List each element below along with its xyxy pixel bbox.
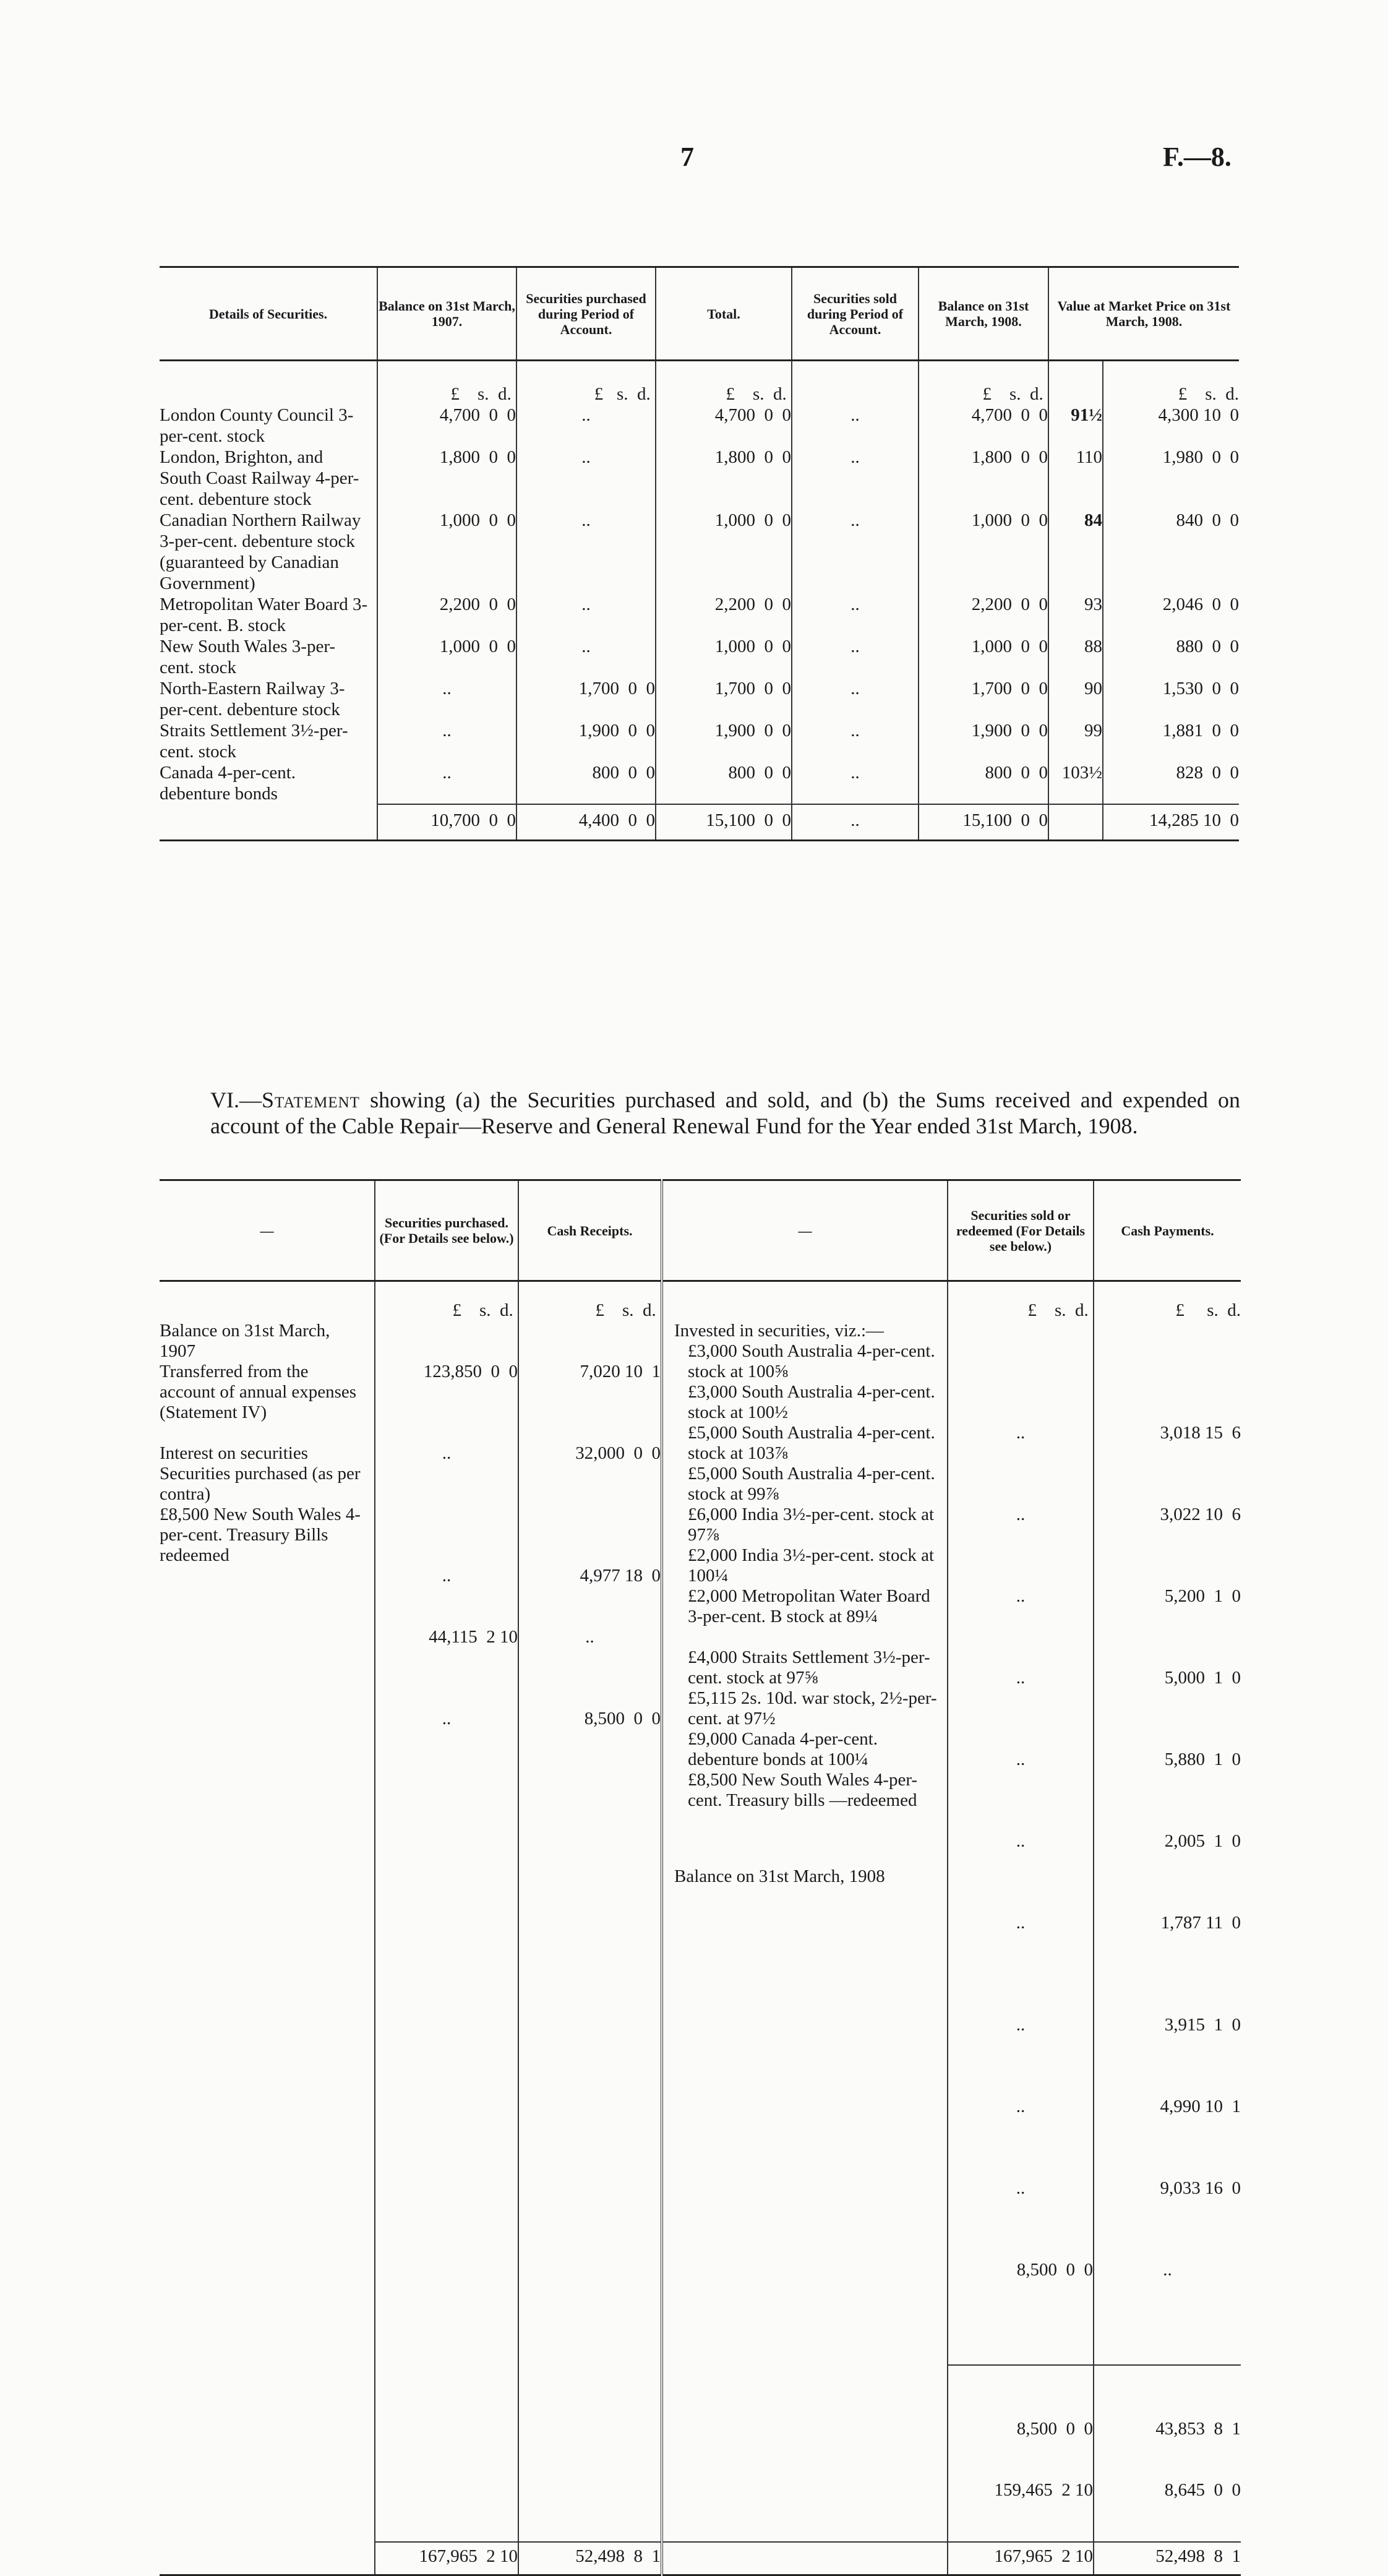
market-price-cell: 93 <box>1048 594 1103 636</box>
purchased-value: 123,850 0 0 <box>423 1362 518 1381</box>
header-cash-payments: Cash Payments. <box>1094 1180 1241 1281</box>
purchased-value: .. <box>442 1443 452 1463</box>
security-name: Straits Settlement 3½-per-cent. stock <box>160 721 348 762</box>
balance-1907-cell: .. <box>377 678 516 720</box>
purchased-cell: .. <box>516 594 656 636</box>
market-value-cell: 840 0 0 <box>1103 510 1239 594</box>
header-balance-1908: Balance on 31st March, 1908. <box>919 267 1048 361</box>
subtotal-cash-payments: 43,853 8 1 <box>1155 2419 1241 2439</box>
cash-receipt-value: 7,020 10 1 <box>580 1362 661 1381</box>
market-price-cell: 90 <box>1048 678 1103 720</box>
units-cell: £ s. d. <box>375 1281 518 1321</box>
header-market-value: Value at Market Price on 31st March, 1908. <box>1048 267 1239 361</box>
balance-1907-cell: 1,000 0 0 <box>377 636 516 678</box>
cash-payment-value: 5,200 1 0 <box>1164 1586 1241 1606</box>
document-reference: F.—8. <box>1163 142 1232 172</box>
security-name: London County Council 3-per-cent. stock <box>160 405 354 446</box>
balance-1908-cell: 1,700 0 0 <box>919 678 1048 720</box>
market-price-cell: 84 <box>1048 510 1103 594</box>
sold-value: .. <box>1016 1668 1026 1688</box>
market-price-cell: 88 <box>1048 636 1103 678</box>
cash-receipt-value: 8,500 0 0 <box>584 1709 661 1728</box>
total-cell: 1,000 0 0 <box>656 510 792 594</box>
header-details: Details of Securities. <box>160 267 377 361</box>
total-market-value: 14,285 10 0 <box>1103 804 1239 841</box>
purchased-cell: .. <box>516 405 656 447</box>
sold-cell: .. <box>792 405 919 447</box>
table-row <box>160 594 1239 636</box>
payment-item: £8,500 New South Wales 4-per-cent. Treasury bills —redeemed <box>688 1770 918 1810</box>
total-cell: 4,700 0 0 <box>656 405 792 447</box>
header-purchased: Securities purchased during Period of Account. <box>516 267 656 361</box>
table-row <box>160 762 1239 804</box>
sold-cell: .. <box>792 720 919 762</box>
balance-1908-cell: 1,000 0 0 <box>919 510 1048 594</box>
balance-1907-cell: 4,700 0 0 <box>377 405 516 447</box>
cash-payment-value: .. <box>1163 2260 1172 2280</box>
sold-value: .. <box>1016 1423 1026 1443</box>
balance-1908-cell: 1,000 0 0 <box>919 636 1048 678</box>
balance-1908-cell: 4,700 0 0 <box>919 405 1048 447</box>
security-name: Metropolitan Water Board 3-per-cent. B. stock <box>160 595 368 635</box>
total-cell: 800 0 0 <box>656 762 792 804</box>
total-cell: 1,800 0 0 <box>656 447 792 510</box>
cash-payment-value: 5,880 1 0 <box>1164 1750 1241 1769</box>
units-cell: £ s. d. <box>518 1281 662 1321</box>
units-cell: £ s. d. <box>656 361 792 405</box>
statement-text: showing (a) the Securities purchased and sold, and (b) the Sums received and expended on account of the Cable Repair—Reserve and General Renewal Fund for the Year ended 31st March, 1908. <box>210 1088 1240 1138</box>
market-value-cell: 828 0 0 <box>1103 762 1239 804</box>
market-price-cell: 99 <box>1048 720 1103 762</box>
total-securities-purchased: 167,965 2 10 <box>375 2542 518 2575</box>
receipt-item: Interest on securities <box>160 1443 308 1463</box>
security-name: New South Wales 3-per-cent. stock <box>160 637 336 677</box>
balance-1907-cell: .. <box>377 720 516 762</box>
cash-payment-value: 2,005 1 0 <box>1164 1831 1241 1851</box>
sold-cell: .. <box>792 594 919 636</box>
balance-1907-cell: 1,000 0 0 <box>377 510 516 594</box>
total-cell: 1,000 0 0 <box>656 636 792 678</box>
sold-cell: .. <box>792 447 919 510</box>
totals-row <box>160 2542 1241 2575</box>
balance-1908-cell: 1,800 0 0 <box>919 447 1048 510</box>
receipt-item: Transferred from the account of annual expenses (Statement IV) <box>160 1362 357 1422</box>
payments-descriptions <box>662 1321 948 2542</box>
security-name: North-Eastern Railway 3-per-cent. debenture stock <box>160 679 345 719</box>
cash-payment-value: 9,033 16 0 <box>1160 2178 1241 2198</box>
total-securities-sold: 167,965 2 10 <box>948 2542 1094 2575</box>
payment-item: £4,000 Straits Settlement 3½-per-cent. stock at 97⅝ <box>688 1647 930 1688</box>
sold-value: .. <box>1016 1586 1026 1606</box>
balance-cash: 8,645 0 0 <box>1164 2480 1241 2500</box>
payment-item: £5,115 2s. 10d. war stock, 2½-per-cent. at 97½ <box>688 1688 937 1728</box>
cash-payment-value: 3,022 10 6 <box>1160 1505 1241 1524</box>
header-securities-purchased: Securities purchased. (For Details see below.) <box>375 1180 518 1281</box>
fund-statement-table <box>160 1179 1241 2576</box>
header-balance-1907: Balance on 31st March, 1907. <box>377 267 516 361</box>
payment-item: £3,000 South Australia 4-per-cent. stock at 100½ <box>688 1382 935 1422</box>
payments-intro: Invested in securities, viz.:— <box>674 1321 885 1341</box>
securities-sold-values <box>948 1321 1094 2542</box>
balance-description: Balance on 31st March, 1908 <box>674 1866 885 1886</box>
receipt-item: Balance on 31st March, 1907 <box>160 1321 330 1361</box>
receipt-item: Securities purchased (as per contra) <box>160 1464 361 1504</box>
purchased-cell: .. <box>516 636 656 678</box>
header-total: Total. <box>656 267 792 361</box>
sold-value: .. <box>1016 1831 1026 1851</box>
balance-1908-cell: 2,200 0 0 <box>919 594 1048 636</box>
purchased-value: 44,115 2 10 <box>429 1627 518 1647</box>
sold-cell: .. <box>792 678 919 720</box>
payment-item: £9,000 Canada 4-per-cent. debenture bonds at 100¼ <box>688 1729 878 1769</box>
units-cell: £ s. d. <box>1094 1281 1241 1321</box>
total-cell: 1,700 0 0 <box>656 678 792 720</box>
sold-cell: .. <box>792 510 919 594</box>
cash-payment-value: 5,000 1 0 <box>1164 1668 1241 1688</box>
total-cell: 1,900 0 0 <box>656 720 792 762</box>
total-cash-receipts: 52,498 8 1 <box>518 2542 662 2575</box>
payment-item: £5,000 South Australia 4-per-cent. stock at 103⅞ <box>688 1423 935 1463</box>
purchased-cell: .. <box>516 510 656 594</box>
total-cash-payments: 52,498 8 1 <box>1094 2542 1241 2575</box>
total-cell: 2,200 0 0 <box>656 594 792 636</box>
securities-table <box>160 266 1239 841</box>
purchased-cell: 800 0 0 <box>516 762 656 804</box>
cash-receipt-value: 32,000 0 0 <box>575 1443 661 1463</box>
market-value-cell: 1,530 0 0 <box>1103 678 1239 720</box>
payment-item: £2,000 Metropolitan Water Board 3-per-cent. B stock at 89¼ <box>688 1586 930 1626</box>
security-name: London, Brighton, and South Coast Railway 4-per-cent. debenture stock <box>160 447 359 509</box>
securities-purchased-values <box>375 1321 518 2542</box>
payment-item: £5,000 South Australia 4-per-cent. stock at 99⅞ <box>688 1464 935 1504</box>
cash-receipt-value: .. <box>585 1627 594 1647</box>
security-name: Canadian Northern Railway 3-per-cent. debenture stock (guaranteed by Canadian Government) <box>160 510 361 593</box>
subtotal-sold: 8,500 0 0 <box>1016 2419 1093 2439</box>
units-cell: £ s. d. <box>919 361 1048 405</box>
payment-item: £6,000 India 3½-per-cent. stock at 97⅞ <box>688 1505 935 1545</box>
statement-number: VI.— <box>210 1088 262 1112</box>
sold-cell: .. <box>792 636 919 678</box>
sold-value: .. <box>1016 1913 1026 1933</box>
total-total: 15,100 0 0 <box>656 804 792 841</box>
cash-receipt-value: 4,977 18 0 <box>580 1566 661 1586</box>
table-row <box>160 636 1239 678</box>
payment-item: £3,000 South Australia 4-per-cent. stock at 100⅝ <box>688 1341 935 1381</box>
cash-payment-value: 3,915 1 0 <box>1164 2015 1241 2035</box>
sold-value: .. <box>1016 2097 1026 2116</box>
sold-value: .. <box>1016 1750 1026 1769</box>
total-balance-1907: 10,700 0 0 <box>377 804 516 841</box>
header-right-description: — <box>662 1180 948 1281</box>
table-row <box>160 510 1239 594</box>
payment-item: £2,000 India 3½-per-cent. stock at 100¼ <box>688 1545 935 1586</box>
units-cell: £ s. d. <box>516 361 656 405</box>
purchased-cell: 1,700 0 0 <box>516 678 656 720</box>
receipt-item: £8,500 New South Wales 4-per-cent. Treasury Bills redeemed <box>160 1505 361 1565</box>
market-value-cell: 1,980 0 0 <box>1103 447 1239 510</box>
sold-value: 8,500 0 0 <box>1016 2260 1093 2280</box>
table-body <box>160 1321 1241 2542</box>
cash-payment-value: 3,018 15 6 <box>1160 1423 1241 1443</box>
market-price-cell: 110 <box>1048 447 1103 510</box>
units-cell: £ s. d. <box>948 1281 1094 1321</box>
page-number: 7 <box>680 142 694 172</box>
purchased-cell: .. <box>516 447 656 510</box>
balance-sold: 159,465 2 10 <box>994 2480 1093 2500</box>
market-value-cell: 4,300 10 0 <box>1103 405 1239 447</box>
balance-1907-cell: 2,200 0 0 <box>377 594 516 636</box>
sold-value: .. <box>1016 1505 1026 1524</box>
market-value-cell: 2,046 0 0 <box>1103 594 1239 636</box>
total-sold: .. <box>792 804 919 841</box>
table-row <box>160 405 1239 447</box>
header-sold: Securities sold during Period of Account. <box>792 267 919 361</box>
total-balance-1908: 15,100 0 0 <box>919 804 1048 841</box>
table-row <box>160 447 1239 510</box>
totals-row <box>160 804 1239 841</box>
units-row <box>160 1281 1241 1321</box>
purchased-value: .. <box>442 1709 452 1728</box>
market-value-cell: 880 0 0 <box>1103 636 1239 678</box>
units-cell: £ s. d. <box>1103 361 1239 405</box>
purchased-cell: 1,900 0 0 <box>516 720 656 762</box>
balance-1907-cell: .. <box>377 762 516 804</box>
cash-payment-value: 1,787 11 0 <box>1160 1913 1241 1933</box>
header-securities-sold: Securities sold or redeemed (For Details see below.) <box>948 1180 1094 1281</box>
total-purchased: 4,400 0 0 <box>516 804 656 841</box>
table-row <box>160 720 1239 762</box>
market-price-cell: 91½ <box>1048 405 1103 447</box>
header-cash-receipts: Cash Receipts. <box>518 1180 662 1281</box>
header-left-description: — <box>160 1180 375 1281</box>
units-cell: £ s. d. <box>377 361 516 405</box>
table-row <box>160 678 1239 720</box>
market-price-cell: 103½ <box>1048 762 1103 804</box>
cash-payments-values <box>1094 1321 1241 2542</box>
cash-payment-value: 4,990 10 1 <box>1160 2097 1241 2116</box>
balance-1908-cell: 1,900 0 0 <box>919 720 1048 762</box>
sold-value: .. <box>1016 2178 1026 2198</box>
security-name: Canada 4-per-cent. debenture bonds <box>160 763 296 804</box>
statement-caps: Statement <box>262 1088 360 1112</box>
receipts-descriptions <box>160 1321 375 2542</box>
sold-value: .. <box>1016 2015 1026 2035</box>
balance-1908-cell: 800 0 0 <box>919 762 1048 804</box>
cash-receipts-values <box>518 1321 662 2542</box>
market-value-cell: 1,881 0 0 <box>1103 720 1239 762</box>
sold-cell: .. <box>792 762 919 804</box>
purchased-value: .. <box>442 1566 452 1586</box>
units-row <box>160 361 1239 405</box>
balance-1907-cell: 1,800 0 0 <box>377 447 516 510</box>
statement-heading <box>210 1087 1240 1139</box>
